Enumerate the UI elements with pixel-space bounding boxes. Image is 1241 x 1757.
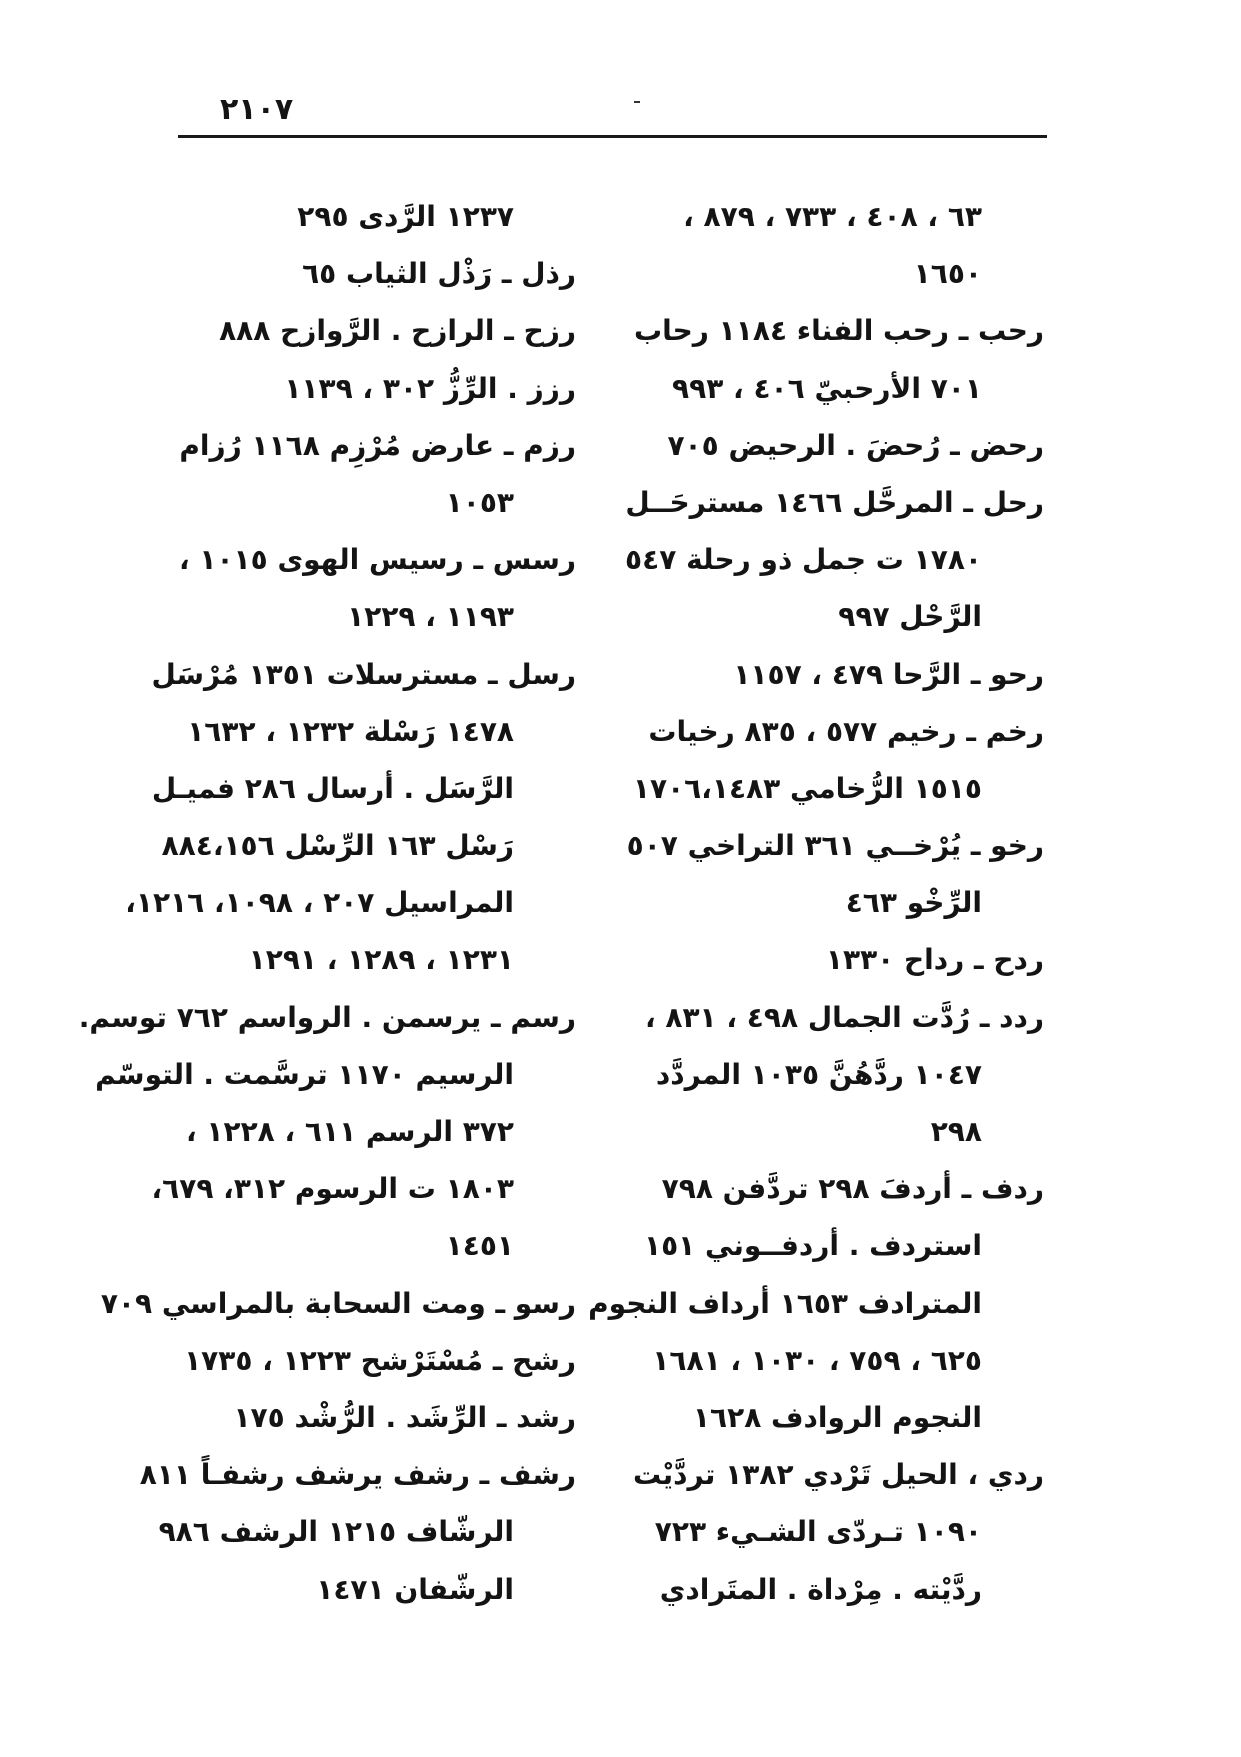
- right-column-line: ردي ، الحيل تَرْدي ١٣٨٢ تردَّيْت: [632, 1458, 1044, 1492]
- left-column-line: ١١٩٣ ، ١٢٢٩: [347, 600, 514, 634]
- right-column-line: ١٠٩٠ تـردّى الشـيء ٧٢٣: [654, 1515, 982, 1549]
- left-column-line: رزح ـ الرازح . الرَّوازح ٨٨٨: [219, 314, 576, 348]
- right-column-line: رخم ـ رخيم ٥٧٧ ، ٨٣٥ رخيات: [648, 714, 1044, 748]
- right-column-line: ٧٠١ الأرحبيّ ٤٠٦ ، ٩٩٣: [672, 371, 982, 405]
- right-column-line: الرِّخْو ٤٦٣: [845, 886, 982, 920]
- left-column-line: رشح ـ مُسْتَرْشح ١٢٢٣ ، ١٧٣٥: [184, 1343, 576, 1377]
- right-column-line: ٦٣ ، ٤٠٨ ، ٧٣٣ ، ٨٧٩ ،: [683, 200, 982, 233]
- left-column-line: الرشّفان ١٤٧١: [316, 1572, 514, 1606]
- left-column-line: المراسيل ٢٠٧ ، ١٠٩٨، ١٢١٦،: [125, 886, 514, 920]
- right-column-line: ٢٩٨: [930, 1115, 982, 1148]
- header-rule: [178, 135, 1047, 138]
- left-column-line: ١٢٣٧ الرَّدى ٢٩٥: [297, 200, 514, 233]
- left-column-line: ١٤٧٨ رَسْلة ١٢٣٢ ، ١٦٣٢: [187, 714, 514, 748]
- right-column-line: رحض ـ رُحضَ . الرحيض ٧٠٥: [667, 428, 1044, 462]
- print-speck: [634, 101, 640, 103]
- left-column-line: ١٠٥٣: [445, 485, 514, 519]
- left-column-line: رسم ـ يرسمن . الرواسم ٧٦٢ توسم.: [78, 1000, 576, 1034]
- left-column-line: الرشّاف ١٢١٥ الرشف ٩٨٦: [158, 1515, 514, 1549]
- right-column-line: المترادف ١٦٥٣ أرداف النجوم: [588, 1286, 982, 1320]
- left-column-line: ١٢٣١ ، ١٢٨٩ ، ١٢٩١: [248, 943, 514, 977]
- left-column-line: رزم ـ عارض مُرْزِم ١١٦٨ رُزام: [179, 428, 576, 462]
- left-column-line: رسو ـ ومت السحابة بالمراسي ٧٠٩: [100, 1286, 576, 1320]
- right-column-line: رحب ـ رحب الفناء ١١٨٤ رحاب: [633, 314, 1044, 348]
- right-column-line: النجوم الروادف ١٦٢٨: [692, 1400, 982, 1434]
- right-column-line: ١٧٨٠ ت جمل ذو رحلة ٥٤٧: [625, 543, 982, 577]
- left-column-line: ١٨٠٣ ت الرسوم ٣١٢، ٦٧٩،: [151, 1172, 514, 1206]
- left-column-line: رزز . الرِّزُّ ٣٠٢ ، ١١٣٩: [284, 371, 576, 405]
- right-column-line: ٦٢٥ ، ٧٥٩ ، ١٠٣٠ ، ١٦٨١: [652, 1343, 982, 1377]
- left-column-line: رذل ـ رَذْل الثياب ٦٥: [302, 257, 576, 291]
- page-number: ٢١٠٧: [220, 92, 294, 127]
- right-column-line: ردَّيْته . مِرْداة . المتَرادي: [659, 1572, 982, 1606]
- right-column-line: ردف ـ أردفَ ٢٩٨ تردَّفن ٧٩٨: [661, 1172, 1044, 1206]
- right-column-line: رحل ـ المرحَّل ١٤٦٦ مسترحَــل: [625, 485, 1044, 519]
- left-column-line: الرَّسَل . أرسال ٢٨٦ فميـل: [151, 771, 514, 805]
- left-column-line: رَسْل ١٦٣ الرِّسْل ٨٨٤،١٥٦: [161, 829, 514, 863]
- left-column-line: الرسيم ١١٧٠ ترسَّمت . التوسّم: [95, 1057, 514, 1091]
- right-column-line: ردح ـ رداح ١٣٣٠: [825, 943, 1044, 977]
- left-column-line: رسس ـ رسيس الهوى ١٠١٥ ،: [178, 543, 576, 577]
- right-column-line: رحو ـ الرَّحا ٤٧٩ ، ١١٥٧: [733, 657, 1044, 691]
- right-column: [588, 188, 1044, 1618]
- right-column-line: رخو ـ يُرْخــي ٣٦١ التراخي ٥٠٧: [626, 829, 1044, 863]
- left-column-line: رشد ـ الرِّشَد . الرُّشْد ١٧٥: [233, 1400, 576, 1434]
- left-column-line: رسل ـ مسترسلات ١٣٥١ مُرْسَل: [151, 657, 576, 691]
- right-column-line: ١٥١٥ الرُّخامي ١٧٠٦،١٤٨٣: [632, 771, 982, 805]
- left-column: [78, 188, 576, 1618]
- right-column-line: ١٦٥٠: [913, 257, 982, 291]
- left-column-line: ٣٧٢ الرسم ٦١١ ، ١٢٢٨ ،: [186, 1115, 514, 1148]
- right-column-line: ردد ـ رُدَّت الجمال ٤٩٨ ، ٨٣١ ،: [644, 1000, 1044, 1034]
- left-column-line: رشف ـ رشف يرشف رشفـاً ٨١١: [139, 1458, 576, 1492]
- right-column-line: استردف . أردفــوني ١٥١: [644, 1229, 982, 1263]
- left-column-line: ١٤٥١: [445, 1229, 514, 1263]
- right-column-line: الرَّحْل ٩٩٧: [838, 600, 982, 634]
- right-column-line: ١٠٤٧ ردَّهُنَّ ١٠٣٥ المردَّد: [655, 1057, 982, 1091]
